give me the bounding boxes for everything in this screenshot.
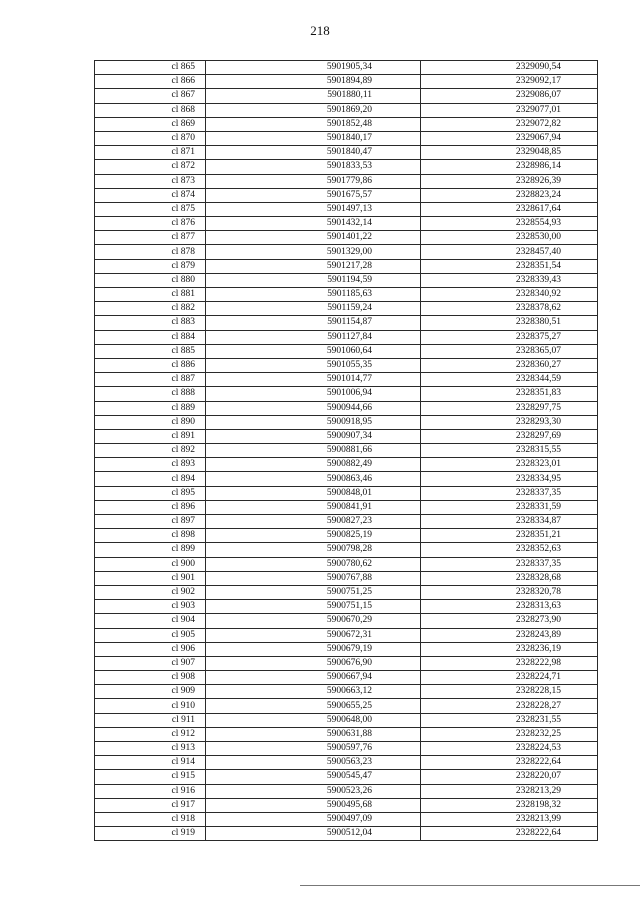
footer-divider [300, 885, 640, 886]
point-name-cell: cl 884 [95, 330, 206, 344]
table-row [95, 529, 598, 543]
y-coordinate-cell: 2328926,39 [421, 174, 598, 188]
table-row [95, 671, 598, 685]
x-coordinate-cell: 5900597,76 [206, 742, 421, 756]
x-coordinate-cell: 5900563,23 [206, 756, 421, 770]
point-name-cell: cl 892 [95, 444, 206, 458]
y-coordinate-cell: 2329067,94 [421, 131, 598, 145]
y-coordinate-cell: 2328213,29 [421, 784, 598, 798]
point-name-cell: cl 868 [95, 103, 206, 117]
y-coordinate-cell: 2329077,01 [421, 103, 598, 117]
x-coordinate-cell: 5900679,19 [206, 642, 421, 656]
x-coordinate-cell: 5900827,23 [206, 515, 421, 529]
point-name-cell: cl 896 [95, 500, 206, 514]
y-coordinate-cell: 2328344,59 [421, 373, 598, 387]
y-coordinate-cell: 2328339,43 [421, 273, 598, 287]
x-coordinate-cell: 5900670,29 [206, 614, 421, 628]
point-name-cell: cl 904 [95, 614, 206, 628]
y-coordinate-cell: 2328228,27 [421, 699, 598, 713]
point-name-cell: cl 877 [95, 231, 206, 245]
page-number: 218 [310, 23, 330, 38]
table-row [95, 827, 598, 841]
point-name-cell: cl 866 [95, 75, 206, 89]
x-coordinate-cell: 5901127,84 [206, 330, 421, 344]
y-coordinate-cell: 2328351,83 [421, 387, 598, 401]
x-coordinate-cell: 5901060,64 [206, 344, 421, 358]
y-coordinate-cell: 2328378,62 [421, 302, 598, 316]
y-coordinate-cell: 2328351,21 [421, 529, 598, 543]
y-coordinate-cell: 2328222,64 [421, 827, 598, 841]
y-coordinate-cell: 2329072,82 [421, 117, 598, 131]
point-name-cell: cl 886 [95, 358, 206, 372]
x-coordinate-cell: 5901159,24 [206, 302, 421, 316]
point-name-cell: cl 911 [95, 713, 206, 727]
x-coordinate-cell: 5900848,01 [206, 486, 421, 500]
point-name-cell: cl 913 [95, 742, 206, 756]
point-name-cell: cl 873 [95, 174, 206, 188]
x-coordinate-cell: 5900523,26 [206, 784, 421, 798]
y-coordinate-cell: 2328198,32 [421, 798, 598, 812]
y-coordinate-cell: 2328554,93 [421, 217, 598, 231]
table-row [95, 543, 598, 557]
x-coordinate-cell: 5901194,59 [206, 273, 421, 287]
table-row [95, 61, 598, 75]
table-row [95, 600, 598, 614]
point-name-cell: cl 894 [95, 472, 206, 486]
point-name-cell: cl 865 [95, 61, 206, 75]
y-coordinate-cell: 2328222,64 [421, 756, 598, 770]
x-coordinate-cell: 5900545,47 [206, 770, 421, 784]
point-name-cell: cl 915 [95, 770, 206, 784]
point-name-cell: cl 867 [95, 89, 206, 103]
x-coordinate-cell: 5900655,25 [206, 699, 421, 713]
y-coordinate-cell: 2328352,63 [421, 543, 598, 557]
table-row [95, 486, 598, 500]
y-coordinate-cell: 2328222,98 [421, 656, 598, 670]
table-row [95, 557, 598, 571]
point-name-cell: cl 908 [95, 671, 206, 685]
y-coordinate-cell: 2328315,55 [421, 444, 598, 458]
x-coordinate-cell: 5901432,14 [206, 217, 421, 231]
x-coordinate-cell: 5900825,19 [206, 529, 421, 543]
y-coordinate-cell: 2328986,14 [421, 160, 598, 174]
x-coordinate-cell: 5901869,20 [206, 103, 421, 117]
point-name-cell: cl 900 [95, 557, 206, 571]
table-row [95, 685, 598, 699]
table-row [95, 770, 598, 784]
x-coordinate-cell: 5900798,28 [206, 543, 421, 557]
y-coordinate-cell: 2328334,87 [421, 515, 598, 529]
x-coordinate-cell: 5901894,89 [206, 75, 421, 89]
table-row [95, 742, 598, 756]
point-name-cell: cl 895 [95, 486, 206, 500]
table-row [95, 330, 598, 344]
table-row [95, 344, 598, 358]
table-row [95, 812, 598, 826]
table-row [95, 217, 598, 231]
x-coordinate-cell: 5900676,90 [206, 656, 421, 670]
table-row [95, 160, 598, 174]
table-row [95, 387, 598, 401]
point-name-cell: cl 907 [95, 656, 206, 670]
point-name-cell: cl 878 [95, 245, 206, 259]
point-name-cell: cl 885 [95, 344, 206, 358]
x-coordinate-cell: 5900672,31 [206, 628, 421, 642]
y-coordinate-cell: 2328351,54 [421, 259, 598, 273]
table-row [95, 756, 598, 770]
x-coordinate-cell: 5901880,11 [206, 89, 421, 103]
table-row [95, 117, 598, 131]
y-coordinate-cell: 2328224,53 [421, 742, 598, 756]
x-coordinate-cell: 5901497,13 [206, 202, 421, 216]
x-coordinate-cell: 5901833,53 [206, 160, 421, 174]
table-row [95, 515, 598, 529]
table-row [95, 500, 598, 514]
table-row [95, 316, 598, 330]
table-row [95, 415, 598, 429]
x-coordinate-cell: 5901055,35 [206, 358, 421, 372]
point-name-cell: cl 912 [95, 727, 206, 741]
point-name-cell: cl 874 [95, 188, 206, 202]
y-coordinate-cell: 2328331,59 [421, 500, 598, 514]
point-name-cell: cl 918 [95, 812, 206, 826]
table-row [95, 103, 598, 117]
table-row [95, 727, 598, 741]
point-name-cell: cl 882 [95, 302, 206, 316]
x-coordinate-cell: 5900882,49 [206, 458, 421, 472]
coordinates-table-wrapper [94, 60, 598, 841]
y-coordinate-cell: 2328328,68 [421, 571, 598, 585]
point-name-cell: cl 905 [95, 628, 206, 642]
x-coordinate-cell: 5901675,57 [206, 188, 421, 202]
x-coordinate-cell: 5900918,95 [206, 415, 421, 429]
table-row [95, 429, 598, 443]
table-row [95, 75, 598, 89]
point-name-cell: cl 889 [95, 401, 206, 415]
table-row [95, 798, 598, 812]
x-coordinate-cell: 5900663,12 [206, 685, 421, 699]
point-name-cell: cl 914 [95, 756, 206, 770]
y-coordinate-cell: 2328337,35 [421, 557, 598, 571]
y-coordinate-cell: 2328320,78 [421, 585, 598, 599]
table-row [95, 401, 598, 415]
x-coordinate-cell: 5901779,86 [206, 174, 421, 188]
point-name-cell: cl 897 [95, 515, 206, 529]
y-coordinate-cell: 2328457,40 [421, 245, 598, 259]
table-row [95, 358, 598, 372]
x-coordinate-cell: 5901840,17 [206, 131, 421, 145]
point-name-cell: cl 898 [95, 529, 206, 543]
table-row [95, 146, 598, 160]
y-coordinate-cell: 2328530,00 [421, 231, 598, 245]
table-row [95, 373, 598, 387]
y-coordinate-cell: 2328213,99 [421, 812, 598, 826]
table-row [95, 713, 598, 727]
y-coordinate-cell: 2328297,69 [421, 429, 598, 443]
table-row [95, 89, 598, 103]
point-name-cell: cl 901 [95, 571, 206, 585]
x-coordinate-cell: 5900863,46 [206, 472, 421, 486]
y-coordinate-cell: 2328323,01 [421, 458, 598, 472]
point-name-cell: cl 871 [95, 146, 206, 160]
table-row [95, 571, 598, 585]
x-coordinate-cell: 5901840,47 [206, 146, 421, 160]
point-name-cell: cl 870 [95, 131, 206, 145]
y-coordinate-cell: 2328224,71 [421, 671, 598, 685]
x-coordinate-cell: 5900780,62 [206, 557, 421, 571]
y-coordinate-cell: 2328823,24 [421, 188, 598, 202]
table-row [95, 699, 598, 713]
point-name-cell: cl 875 [95, 202, 206, 216]
x-coordinate-cell: 5901154,87 [206, 316, 421, 330]
x-coordinate-cell: 5901905,34 [206, 61, 421, 75]
y-coordinate-cell: 2328297,75 [421, 401, 598, 415]
y-coordinate-cell: 2328360,27 [421, 358, 598, 372]
coordinates-table [94, 60, 598, 841]
point-name-cell: cl 891 [95, 429, 206, 443]
point-name-cell: cl 906 [95, 642, 206, 656]
point-name-cell: cl 888 [95, 387, 206, 401]
point-name-cell: cl 879 [95, 259, 206, 273]
x-coordinate-cell: 5900751,15 [206, 600, 421, 614]
y-coordinate-cell: 2328337,35 [421, 486, 598, 500]
x-coordinate-cell: 5900841,91 [206, 500, 421, 514]
table-row [95, 628, 598, 642]
point-name-cell: cl 872 [95, 160, 206, 174]
x-coordinate-cell: 5900881,66 [206, 444, 421, 458]
y-coordinate-cell: 2328273,90 [421, 614, 598, 628]
point-name-cell: cl 916 [95, 784, 206, 798]
y-coordinate-cell: 2328236,19 [421, 642, 598, 656]
table-row [95, 444, 598, 458]
table-row [95, 784, 598, 798]
y-coordinate-cell: 2328617,64 [421, 202, 598, 216]
table-row [95, 585, 598, 599]
x-coordinate-cell: 5901006,94 [206, 387, 421, 401]
x-coordinate-cell: 5901217,28 [206, 259, 421, 273]
x-coordinate-cell: 5900512,04 [206, 827, 421, 841]
x-coordinate-cell: 5900667,94 [206, 671, 421, 685]
y-coordinate-cell: 2328340,92 [421, 288, 598, 302]
x-coordinate-cell: 5901852,48 [206, 117, 421, 131]
table-row [95, 202, 598, 216]
y-coordinate-cell: 2328380,51 [421, 316, 598, 330]
x-coordinate-cell: 5901014,77 [206, 373, 421, 387]
x-coordinate-cell: 5900767,88 [206, 571, 421, 585]
table-row [95, 245, 598, 259]
y-coordinate-cell: 2328313,63 [421, 600, 598, 614]
y-coordinate-cell: 2328334,95 [421, 472, 598, 486]
x-coordinate-cell: 5900751,25 [206, 585, 421, 599]
table-row [95, 656, 598, 670]
point-name-cell: cl 899 [95, 543, 206, 557]
y-coordinate-cell: 2328228,15 [421, 685, 598, 699]
y-coordinate-cell: 2328365,07 [421, 344, 598, 358]
point-name-cell: cl 869 [95, 117, 206, 131]
point-name-cell: cl 890 [95, 415, 206, 429]
y-coordinate-cell: 2328375,27 [421, 330, 598, 344]
point-name-cell: cl 902 [95, 585, 206, 599]
x-coordinate-cell: 5900631,88 [206, 727, 421, 741]
x-coordinate-cell: 5901185,63 [206, 288, 421, 302]
point-name-cell: cl 881 [95, 288, 206, 302]
table-row [95, 614, 598, 628]
table-row [95, 188, 598, 202]
x-coordinate-cell: 5900497,09 [206, 812, 421, 826]
y-coordinate-cell: 2329090,54 [421, 61, 598, 75]
y-coordinate-cell: 2329092,17 [421, 75, 598, 89]
y-coordinate-cell: 2329048,85 [421, 146, 598, 160]
table-row [95, 273, 598, 287]
point-name-cell: cl 917 [95, 798, 206, 812]
table-row [95, 302, 598, 316]
table-row [95, 458, 598, 472]
table-row [95, 642, 598, 656]
point-name-cell: cl 880 [95, 273, 206, 287]
point-name-cell: cl 887 [95, 373, 206, 387]
y-coordinate-cell: 2328232,25 [421, 727, 598, 741]
table-row [95, 231, 598, 245]
y-coordinate-cell: 2328231,55 [421, 713, 598, 727]
table-row [95, 174, 598, 188]
x-coordinate-cell: 5900907,34 [206, 429, 421, 443]
table-row [95, 288, 598, 302]
table-row [95, 259, 598, 273]
point-name-cell: cl 909 [95, 685, 206, 699]
x-coordinate-cell: 5901329,00 [206, 245, 421, 259]
y-coordinate-cell: 2328293,30 [421, 415, 598, 429]
point-name-cell: cl 876 [95, 217, 206, 231]
point-name-cell: cl 903 [95, 600, 206, 614]
x-coordinate-cell: 5900648,00 [206, 713, 421, 727]
coordinates-table-body [95, 61, 598, 841]
x-coordinate-cell: 5900944,66 [206, 401, 421, 415]
y-coordinate-cell: 2328220,07 [421, 770, 598, 784]
y-coordinate-cell: 2329086,07 [421, 89, 598, 103]
x-coordinate-cell: 5901401,22 [206, 231, 421, 245]
y-coordinate-cell: 2328243,89 [421, 628, 598, 642]
point-name-cell: cl 883 [95, 316, 206, 330]
point-name-cell: cl 910 [95, 699, 206, 713]
point-name-cell: cl 919 [95, 827, 206, 841]
point-name-cell: cl 893 [95, 458, 206, 472]
table-row [95, 131, 598, 145]
x-coordinate-cell: 5900495,68 [206, 798, 421, 812]
table-row [95, 472, 598, 486]
